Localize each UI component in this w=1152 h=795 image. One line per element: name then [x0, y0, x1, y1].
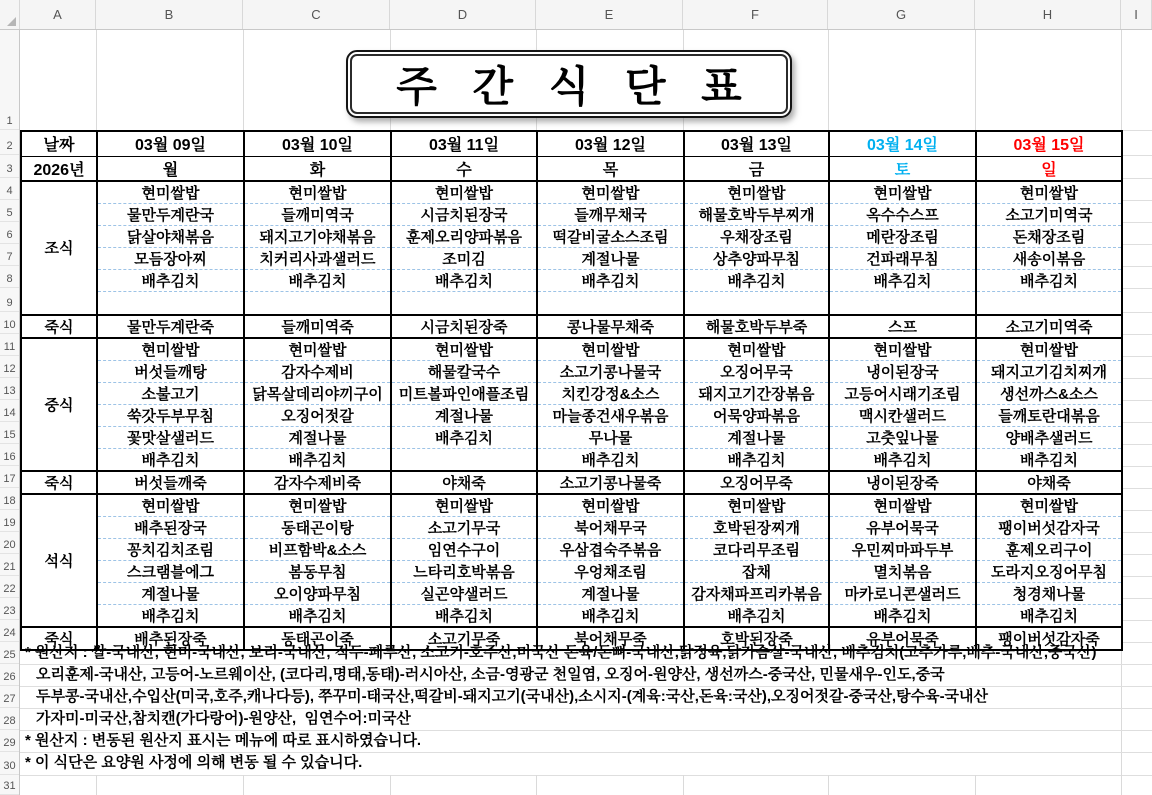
footnote-line[interactable]: 두부콩-국내산,수입산(미국,호주,캐나다등), 쭈꾸미-태국산,떡갈비-돼지고기(국내산),소시지-(계육:국산,돈육:국산),오징어젓갈-중국산,탕수육-국내산: [36, 688, 989, 705]
title-inner-border: [350, 54, 788, 114]
menu-cell[interactable]: 동태곤이탕: [244, 517, 391, 539]
menu-cell[interactable]: 돼지고기김치찌개: [976, 361, 1122, 383]
menu-cell[interactable]: [391, 449, 537, 472]
menu-cell[interactable]: 멸치볶음: [829, 561, 976, 583]
gridline: [20, 775, 1152, 776]
menu-cell[interactable]: 유부어묵국: [829, 517, 976, 539]
menu-cell[interactable]: 훈제오리양파볶음: [391, 225, 537, 247]
menu-cell[interactable]: [829, 291, 976, 315]
porridge-cell[interactable]: 북어채무죽: [537, 627, 684, 650]
menu-cell[interactable]: 스크램블에그: [97, 561, 244, 583]
row-number-gutter: [0, 30, 20, 795]
dinner-label[interactable]: 석식: [21, 494, 97, 627]
menu-cell[interactable]: 배추김치: [537, 449, 684, 472]
gridline: [1121, 222, 1152, 223]
menu-cell[interactable]: 배추김치: [976, 605, 1122, 628]
menu-cell[interactable]: 감자채파프리카볶음: [684, 583, 829, 605]
menu-cell[interactable]: 배추김치: [684, 605, 829, 628]
menu-cell[interactable]: 배추김치: [684, 269, 829, 291]
menu-cell[interactable]: 우삼겹숙주볶음: [537, 539, 684, 561]
menu-cell[interactable]: 돼지고기간장볶음: [684, 383, 829, 405]
day-of-week-cell[interactable]: 화: [244, 156, 391, 181]
menu-cell[interactable]: 북어채무국: [537, 517, 684, 539]
menu-cell[interactable]: 계절나물: [537, 247, 684, 269]
row-header-6[interactable]: 6: [0, 222, 19, 244]
menu-cell[interactable]: 소고기콩나물국: [537, 361, 684, 383]
porridge-cell[interactable]: 스프: [829, 315, 976, 338]
menu-cell[interactable]: 어묵양파볶음: [684, 405, 829, 427]
gridline: [1121, 200, 1152, 201]
day-of-week-cell[interactable]: 토: [829, 156, 976, 181]
row-header-9[interactable]: 9: [0, 288, 19, 312]
menu-cell[interactable]: 들깨미역국: [244, 203, 391, 225]
menu-cell[interactable]: 배추김치: [684, 449, 829, 472]
gridline: [1121, 356, 1152, 357]
row-header-21[interactable]: 21: [0, 554, 19, 576]
porridge-cell[interactable]: 냉이된장죽: [829, 471, 976, 494]
menu-cell[interactable]: 잡채: [684, 561, 829, 583]
gridline: [243, 775, 244, 795]
row-header-2[interactable]: 2: [0, 130, 19, 155]
row-header-10[interactable]: 10: [0, 312, 19, 334]
menu-cell[interactable]: 미트볼파인애플조림: [391, 383, 537, 405]
menu-cell[interactable]: 배추김치: [244, 605, 391, 628]
menu-cell[interactable]: 도라지오징어무침: [976, 561, 1122, 583]
menu-cell[interactable]: 닭살야채볶음: [97, 225, 244, 247]
menu-cell[interactable]: 생선까스&소스: [976, 383, 1122, 405]
gridline: [96, 30, 97, 130]
porridge-cell[interactable]: 야채죽: [976, 471, 1122, 494]
menu-cell[interactable]: 배추김치: [391, 269, 537, 291]
menu-cell[interactable]: [244, 291, 391, 315]
menu-cell[interactable]: 배추김치: [537, 269, 684, 291]
menu-cell[interactable]: 시금치된장국: [391, 203, 537, 225]
gridline: [1121, 244, 1152, 245]
date-cell[interactable]: 03월 10일: [244, 131, 391, 156]
porridge-cell[interactable]: 콩나물무채죽: [537, 315, 684, 338]
gridline: [975, 775, 976, 795]
menu-cell[interactable]: 현미쌀밥: [976, 338, 1122, 361]
porridge-cell[interactable]: 호박된장죽: [684, 627, 829, 650]
gridline: [1121, 466, 1152, 467]
menu-cell[interactable]: 훈제오리구이: [976, 539, 1122, 561]
menu-cell[interactable]: 계절나물: [391, 405, 537, 427]
porridge-cell[interactable]: 야채죽: [391, 471, 537, 494]
menu-cell[interactable]: 해물칼국수: [391, 361, 537, 383]
menu-cell[interactable]: 쑥갓두부무침: [97, 405, 244, 427]
row-header-22[interactable]: 22: [0, 576, 19, 598]
row-header-24[interactable]: 24: [0, 620, 19, 642]
menu-cell[interactable]: 호박된장찌개: [684, 517, 829, 539]
row-header-7[interactable]: 7: [0, 244, 19, 266]
menu-cell[interactable]: 계절나물: [97, 583, 244, 605]
gridline: [1121, 576, 1152, 577]
row-header-4[interactable]: 4: [0, 178, 19, 200]
menu-cell[interactable]: 상추양파무침: [684, 247, 829, 269]
row-header-19[interactable]: 19: [0, 510, 19, 532]
menu-cell[interactable]: 현미쌀밥: [829, 338, 976, 361]
date-label-cell[interactable]: 날짜: [21, 131, 97, 156]
menu-cell[interactable]: 현미쌀밥: [684, 338, 829, 361]
gridline: [1121, 130, 1152, 131]
column-header-E[interactable]: E: [536, 0, 683, 29]
day-of-week-cell[interactable]: 일: [976, 156, 1122, 181]
menu-cell[interactable]: 모듬장아찌: [97, 247, 244, 269]
gridline: [96, 775, 97, 795]
column-header-G[interactable]: G: [828, 0, 975, 29]
menu-cell[interactable]: 현미쌀밥: [684, 181, 829, 204]
menu-cell[interactable]: 우민찌마파두부: [829, 539, 976, 561]
menu-cell[interactable]: 배추김치: [244, 449, 391, 472]
menu-cell[interactable]: 배추김치: [829, 605, 976, 628]
menu-cell[interactable]: 버섯들깨탕: [97, 361, 244, 383]
gridline: [1121, 334, 1152, 335]
menu-cell[interactable]: [391, 291, 537, 315]
gridline: [1121, 312, 1152, 313]
menu-cell[interactable]: 오징어젓갈: [244, 405, 391, 427]
footnote-line[interactable]: * 원산지 : 쌀-국내산, 현미-국내산, 보리-국내산, 적두-페루산, 소고기-호주산,미국산 돈육/돈뼈-국내산,닭정육,닭가슴살-국내산, 배추김치(고추가루,배추-국내산,중국산): [25, 644, 1097, 661]
gridline: [1121, 266, 1152, 267]
footnote-line[interactable]: 오리훈제-국내산, 고등어-노르웨이산, (코다리,명태,동태)-러시아산, 소금-영광군 천일염, 오징어-원양산, 생선까스-중국산, 민물새우-인도,중국: [36, 666, 945, 683]
menu-cell[interactable]: 닭목살데리야끼구이: [244, 383, 391, 405]
menu-cell[interactable]: 현미쌀밥: [391, 494, 537, 517]
column-header-strip: [0, 0, 1152, 30]
date-cell[interactable]: 03월 09일: [97, 131, 244, 156]
menu-cell[interactable]: 고등어시래기조림: [829, 383, 976, 405]
row-header-27[interactable]: 27: [0, 686, 19, 708]
row-header-25[interactable]: 25: [0, 642, 19, 664]
menu-cell[interactable]: 물만두계란국: [97, 203, 244, 225]
gridline: [1121, 378, 1152, 379]
gridline: [243, 30, 244, 130]
menu-cell[interactable]: 옥수수스프: [829, 203, 976, 225]
gridline: [1121, 775, 1122, 795]
porridge-cell[interactable]: 버섯들깨죽: [97, 471, 244, 494]
gridline: [1121, 422, 1152, 423]
menu-cell[interactable]: 소불고기: [97, 383, 244, 405]
column-header-I[interactable]: I: [1121, 0, 1152, 29]
menu-cell[interactable]: 현미쌀밥: [684, 494, 829, 517]
menu-cell[interactable]: 떡갈비굴소스조림: [537, 225, 684, 247]
menu-cell[interactable]: 우엉채조림: [537, 561, 684, 583]
menu-cell[interactable]: 무나물: [537, 427, 684, 449]
menu-cell[interactable]: [537, 291, 684, 315]
breakfast-label[interactable]: 조식: [21, 181, 97, 316]
row-header-26[interactable]: 26: [0, 664, 19, 686]
porridge-cell[interactable]: 소고기콩나물죽: [537, 471, 684, 494]
menu-cell[interactable]: 치킨강정&소스: [537, 383, 684, 405]
menu-cell[interactable]: 메란장조림: [829, 225, 976, 247]
menu-cell[interactable]: 현미쌀밥: [829, 494, 976, 517]
date-cell[interactable]: 03월 14일: [829, 131, 976, 156]
gridline: [975, 30, 976, 130]
menu-cell[interactable]: 현미쌀밥: [391, 338, 537, 361]
column-header-D[interactable]: D: [390, 0, 536, 29]
day-of-week-cell[interactable]: 수: [391, 156, 537, 181]
day-of-week-cell[interactable]: 금: [684, 156, 829, 181]
menu-cell[interactable]: 현미쌀밥: [391, 181, 537, 204]
menu-cell[interactable]: 현미쌀밥: [976, 181, 1122, 204]
gridline: [1121, 598, 1152, 599]
menu-cell[interactable]: 코다리무조림: [684, 539, 829, 561]
menu-cell[interactable]: 현미쌀밥: [97, 494, 244, 517]
column-header-F[interactable]: F: [683, 0, 828, 29]
day-of-week-cell[interactable]: 목: [537, 156, 684, 181]
gridline: [1121, 532, 1152, 533]
porridge-cell[interactable]: 소고기미역죽: [976, 315, 1122, 338]
menu-cell[interactable]: [976, 291, 1122, 315]
menu-cell[interactable]: 소고기미역국: [976, 203, 1122, 225]
day-of-week-cell[interactable]: 월: [97, 156, 244, 181]
row-header-30[interactable]: 30: [0, 752, 19, 775]
menu-cell[interactable]: 현미쌀밥: [244, 338, 391, 361]
gridline: [1121, 288, 1152, 289]
menu-cell[interactable]: 건파래무침: [829, 247, 976, 269]
date-cell[interactable]: 03월 15일: [976, 131, 1122, 156]
date-cell[interactable]: 03월 12일: [537, 131, 684, 156]
menu-cell[interactable]: 배추김치: [391, 605, 537, 628]
title-box[interactable]: [346, 50, 792, 118]
gridline: [1121, 400, 1152, 401]
menu-cell[interactable]: 느타리호박볶음: [391, 561, 537, 583]
menu-cell[interactable]: 맥시칸샐러드: [829, 405, 976, 427]
porridge-cell[interactable]: 팽이버섯감자죽: [976, 627, 1122, 650]
menu-cell[interactable]: 마카로니콘샐러드: [829, 583, 976, 605]
porridge-cell[interactable]: 배추된장죽: [97, 627, 244, 650]
meal-plan-table: [20, 130, 1123, 651]
porridge-cell[interactable]: 유부어묵죽: [829, 627, 976, 650]
row-header-23[interactable]: 23: [0, 598, 19, 620]
year-label-cell[interactable]: 2026년: [21, 156, 97, 181]
menu-cell[interactable]: 배추김치: [97, 269, 244, 291]
menu-cell[interactable]: 돼지고기야채볶음: [244, 225, 391, 247]
menu-cell[interactable]: [97, 291, 244, 315]
column-header-A[interactable]: A: [20, 0, 96, 29]
menu-cell[interactable]: 계절나물: [244, 427, 391, 449]
row-header-20[interactable]: 20: [0, 532, 19, 554]
porridge-cell[interactable]: 해물호박두부죽: [684, 315, 829, 338]
porridge-cell[interactable]: 소고기무죽: [391, 627, 537, 650]
row-header-11[interactable]: 11: [0, 334, 19, 356]
row-header-8[interactable]: 8: [0, 266, 19, 288]
column-header-B[interactable]: B: [96, 0, 243, 29]
menu-cell[interactable]: 마늘종건새우볶음: [537, 405, 684, 427]
menu-cell[interactable]: 임연수구이: [391, 539, 537, 561]
menu-cell[interactable]: 현미쌀밥: [97, 338, 244, 361]
menu-cell[interactable]: 현미쌀밥: [976, 494, 1122, 517]
row-header-16[interactable]: 16: [0, 444, 19, 466]
porridge-cell[interactable]: 들깨미역죽: [244, 315, 391, 338]
row-header-28[interactable]: 28: [0, 708, 19, 730]
menu-cell[interactable]: 실곤약샐러드: [391, 583, 537, 605]
menu-cell[interactable]: 계절나물: [684, 427, 829, 449]
menu-cell[interactable]: 해물호박두부찌개: [684, 203, 829, 225]
gridline: [1121, 444, 1152, 445]
menu-cell[interactable]: 들깨토란대볶음: [976, 405, 1122, 427]
row-header-12[interactable]: 12: [0, 356, 19, 378]
gridline: [390, 775, 391, 795]
porridge-cell[interactable]: 동태곤이죽: [244, 627, 391, 650]
menu-cell[interactable]: 배추김치: [537, 605, 684, 628]
gridline: [1121, 488, 1152, 489]
menu-cell[interactable]: 배추김치: [244, 269, 391, 291]
menu-cell[interactable]: 양배추샐러드: [976, 427, 1122, 449]
row-header-1[interactable]: 1: [0, 30, 19, 130]
menu-cell[interactable]: 배추된장국: [97, 517, 244, 539]
menu-cell[interactable]: 우채장조림: [684, 225, 829, 247]
row-header-5[interactable]: 5: [0, 200, 19, 222]
gridline: [1121, 178, 1152, 179]
porridge-label[interactable]: 죽식: [21, 627, 97, 650]
menu-cell[interactable]: 현미쌀밥: [244, 494, 391, 517]
row-header-14[interactable]: 14: [0, 400, 19, 422]
menu-cell[interactable]: 배추김치: [97, 605, 244, 628]
menu-cell[interactable]: 꽃맛살샐러드: [97, 427, 244, 449]
menu-cell[interactable]: 치커리사과샐러드: [244, 247, 391, 269]
menu-cell[interactable]: 배추김치: [976, 269, 1122, 291]
menu-cell[interactable]: 꽁치김치조림: [97, 539, 244, 561]
select-all-corner[interactable]: [0, 0, 20, 29]
row-header-31[interactable]: 31: [0, 775, 19, 795]
row-header-18[interactable]: 18: [0, 488, 19, 510]
porridge-cell[interactable]: 오징어무죽: [684, 471, 829, 494]
footnotes: [20, 642, 1152, 774]
row-header-29[interactable]: 29: [0, 730, 19, 752]
menu-cell[interactable]: 비프함박&소스: [244, 539, 391, 561]
menu-cell[interactable]: 오징어무국: [684, 361, 829, 383]
menu-cell[interactable]: 현미쌀밥: [537, 494, 684, 517]
gridline: [1121, 510, 1152, 511]
menu-cell[interactable]: 배추김치: [976, 449, 1122, 472]
row-header-17[interactable]: 17: [0, 466, 19, 488]
menu-cell[interactable]: 돈채장조림: [976, 225, 1122, 247]
lunch-label[interactable]: 중식: [21, 338, 97, 471]
porridge-cell[interactable]: 물만두계란죽: [97, 315, 244, 338]
row-header-15[interactable]: 15: [0, 422, 19, 444]
page-title: 주 간 식 단 표: [396, 63, 754, 110]
gridline: [536, 775, 537, 795]
menu-cell[interactable]: 현미쌀밥: [537, 338, 684, 361]
menu-cell[interactable]: 들깨무채국: [537, 203, 684, 225]
column-header-C[interactable]: C: [243, 0, 390, 29]
menu-cell[interactable]: 청경채나물: [976, 583, 1122, 605]
gridline: [1121, 554, 1152, 555]
gridline: [683, 775, 684, 795]
menu-cell[interactable]: 배추김치: [97, 449, 244, 472]
porridge-cell[interactable]: 감자수제비죽: [244, 471, 391, 494]
footnote-line[interactable]: * 원산지 : 변동된 원산지 표시는 메뉴에 따로 표시하였습니다.: [25, 732, 422, 749]
menu-cell[interactable]: 고춧잎나물: [829, 427, 976, 449]
menu-cell[interactable]: 배추김치: [391, 427, 537, 449]
date-cell[interactable]: 03월 13일: [684, 131, 829, 156]
menu-cell[interactable]: 오이양파무침: [244, 583, 391, 605]
menu-cell[interactable]: 봄동무침: [244, 561, 391, 583]
menu-cell[interactable]: 현미쌀밥: [537, 181, 684, 204]
menu-cell[interactable]: 감자수제비: [244, 361, 391, 383]
menu-cell[interactable]: 현미쌀밥: [97, 181, 244, 204]
menu-cell[interactable]: 배추김치: [829, 269, 976, 291]
gridline: [828, 775, 829, 795]
menu-cell[interactable]: 냉이된장국: [829, 361, 976, 383]
menu-cell[interactable]: 현미쌀밥: [829, 181, 976, 204]
menu-cell[interactable]: 조미김: [391, 247, 537, 269]
menu-cell[interactable]: 계절나물: [537, 583, 684, 605]
menu-cell[interactable]: 새송이볶음: [976, 247, 1122, 269]
porridge-label[interactable]: 죽식: [21, 315, 97, 338]
footnote-line[interactable]: 가자미-미국산,참치캔(가다랑어)-원양산, 임연수어:미국산: [36, 710, 411, 727]
menu-cell[interactable]: 현미쌀밥: [244, 181, 391, 204]
menu-cell[interactable]: [684, 291, 829, 315]
date-cell[interactable]: 03월 11일: [391, 131, 537, 156]
menu-cell[interactable]: 소고기무국: [391, 517, 537, 539]
porridge-cell[interactable]: 시금치된장죽: [391, 315, 537, 338]
gridline: [1121, 155, 1152, 156]
porridge-label[interactable]: 죽식: [21, 471, 97, 494]
menu-cell[interactable]: 팽이버섯감자국: [976, 517, 1122, 539]
gridline: [828, 30, 829, 130]
gridline: [1121, 620, 1152, 621]
row-header-13[interactable]: 13: [0, 378, 19, 400]
column-header-H[interactable]: H: [975, 0, 1121, 29]
menu-cell[interactable]: 배추김치: [829, 449, 976, 472]
row-header-3[interactable]: 3: [0, 155, 19, 178]
footnote-line[interactable]: * 이 식단은 요양원 사정에 의해 변동 될 수 있습니다.: [25, 754, 363, 771]
